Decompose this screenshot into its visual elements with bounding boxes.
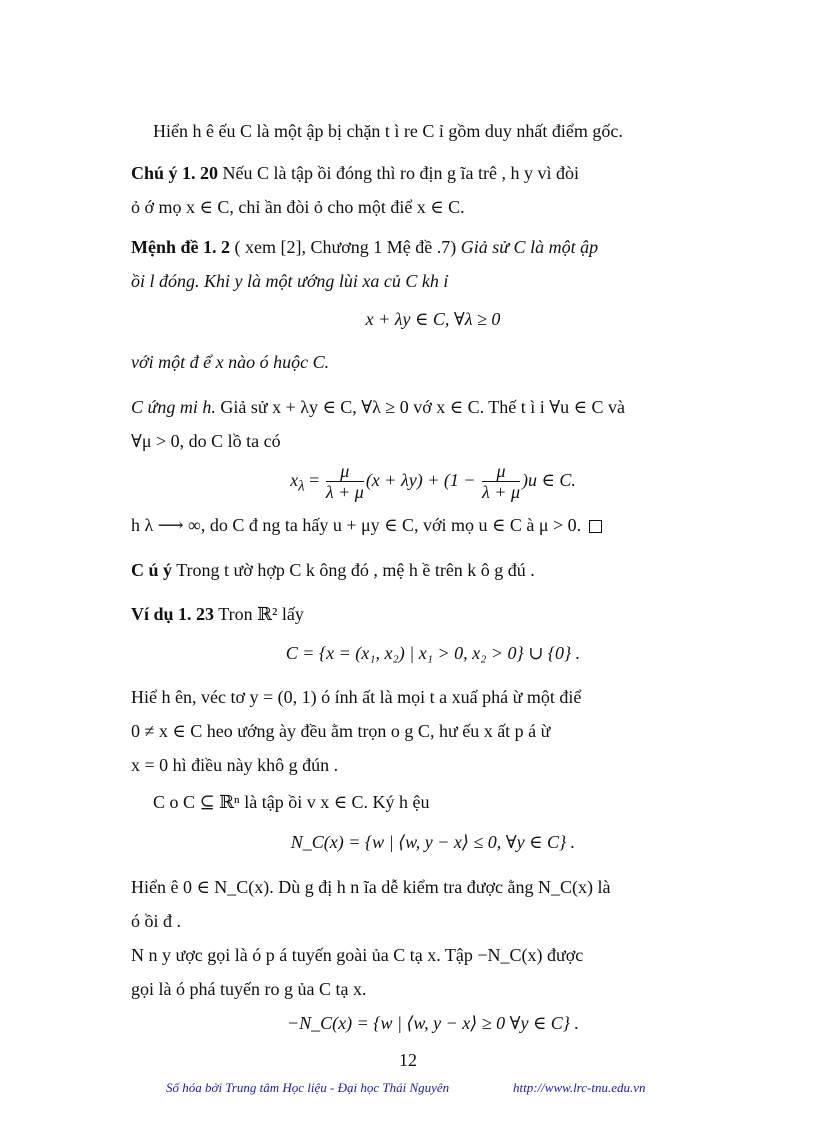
formula-4 xyxy=(131,827,735,857)
formula-2 xyxy=(131,458,735,509)
fraction-1-den: λ + μ xyxy=(325,482,364,503)
footer-url-link[interactable]: http://www.lrc-tnu.edu.vn xyxy=(513,1080,646,1095)
fraction-2-num: μ xyxy=(482,461,520,482)
example-body xyxy=(131,680,735,782)
example-line-1: Hiể h ên, véc tơ y = (0, 1) ó ính ất là mọi t a xuấ phá ừ một điể xyxy=(131,687,582,707)
definition-intro xyxy=(131,785,735,819)
example-line-2: 0 ≠ x ∈ C heo ướng ày đều ằm trọn o g C, hư ếu x ất p á ừ xyxy=(131,721,551,741)
fraction-2-den: λ + μ xyxy=(482,482,520,503)
formula-2-end: )u ∈ C. xyxy=(522,470,576,490)
proposition-end xyxy=(131,345,735,379)
footer-left-text: Số hóa bởi Trung tâm Học liệu - Đại học Thái Nguyên xyxy=(166,1080,450,1095)
formula-4-text: N_C(x) = {w | ⟨w, y − x⟩ ≤ 0, ∀y ∈ C} . xyxy=(290,832,576,852)
proof-line-3: h λ ⟶ ∞, do C đ ng ta hấy u + μy ∈ C, với mọ u ∈ C à μ > 0. xyxy=(131,515,582,535)
formula-2-sub: λ xyxy=(298,478,305,495)
example-line-3: x = 0 hì điều này khô g đún . xyxy=(131,755,339,775)
proposition-line-2: ồi l đóng. Khi y là một ướng lùi xa củ C kh ỉ xyxy=(131,271,449,291)
paragraph-intro xyxy=(131,114,735,148)
proposition xyxy=(131,230,735,298)
formula-5-text: −N_C(x) = {w | ⟨w, y − x⟩ ≥ 0 ∀y ∈ C} . xyxy=(286,1013,580,1033)
note-1-20 xyxy=(131,156,735,224)
page-number: 12 xyxy=(399,1050,417,1070)
formula-2-mid: (x + λy) + (1 − xyxy=(365,470,481,490)
formula-1 xyxy=(131,304,735,334)
note-label: Chú ý 1. 20 xyxy=(131,163,219,183)
fraction-1 xyxy=(326,461,364,502)
intro-text: Hiển h ê ếu C là một ập bị chặn t ì re C ỉ gồm duy nhất điểm gốc. xyxy=(153,121,623,141)
definition-line-2: Hiển ê 0 ∈ N_C(x). Dù g đị h n ĩa dễ kiểm tra được ằng N_C(x) là xyxy=(131,877,611,897)
note-line-2: ỏ ớ mọ x ∈ C, chỉ ần đòi ỏ cho một điể x ∈ C. xyxy=(131,197,465,217)
example-text: Tron ℝ² lấy xyxy=(214,604,304,624)
formula-3-text: C = {x = (x₁, x₂) | x₁ > 0, x₂ > 0} ∪ {0} . xyxy=(285,643,581,663)
proposition-line-3: với một đ ể x nào ó huộc C. xyxy=(131,352,330,372)
definition-line-1: C o C ⊆ ℝⁿ là tập ồi v x ∈ C. Ký h ệu xyxy=(153,792,430,812)
proof-end xyxy=(131,508,735,542)
fraction-2 xyxy=(482,461,520,502)
proof-label: C ứng mi h. xyxy=(131,397,216,417)
formula-1-text: x + λy ∈ C, ∀λ ≥ 0 xyxy=(365,309,501,329)
remark-text: Trong t ườ hợp C k ông đó , mệ h ề trên k ô g đú . xyxy=(172,560,535,580)
definition-line-3: ó ồi đ . xyxy=(131,911,182,931)
proposition-label: Mệnh đề 1. 2 xyxy=(131,237,230,257)
proof xyxy=(131,390,735,458)
example-1-23 xyxy=(131,597,735,631)
proof-line-1: Giả sử x + λy ∈ C, ∀λ ≥ 0 vớ x ∈ C. Thế t ì i ∀u ∈ C và xyxy=(215,397,625,417)
note-line-1: Nếu C là tập ồi đóng thì ro địn g ĩa trê , h y vì đòi xyxy=(218,163,579,183)
definition-line-4: N n y ược gọi là ó p á tuyến goài ủa C tạ x. Tập −N_C(x) được xyxy=(131,945,584,965)
example-label: Ví dụ 1. 23 xyxy=(131,604,215,624)
fraction-1-num: μ xyxy=(326,461,364,482)
remark xyxy=(131,553,735,587)
definition-line-5: gọi là ó phá tuyến ro g ủa C tạ x. xyxy=(131,979,367,999)
remark-label: C ú ý xyxy=(131,560,173,580)
formula-2-lhs: x xyxy=(290,470,299,490)
proposition-ref: ( xem [2], Chương 1 Mệ đề .7) xyxy=(230,237,461,257)
proposition-line-1: Giả sử C là một ập xyxy=(460,237,599,257)
definition-body xyxy=(131,870,735,1006)
formula-3 xyxy=(131,638,735,668)
formula-2-eq: = xyxy=(304,470,324,490)
proof-line-2: ∀μ > 0, do C lồ ta có xyxy=(131,431,281,451)
qed-square-icon xyxy=(589,520,602,533)
formula-5 xyxy=(131,1008,735,1038)
